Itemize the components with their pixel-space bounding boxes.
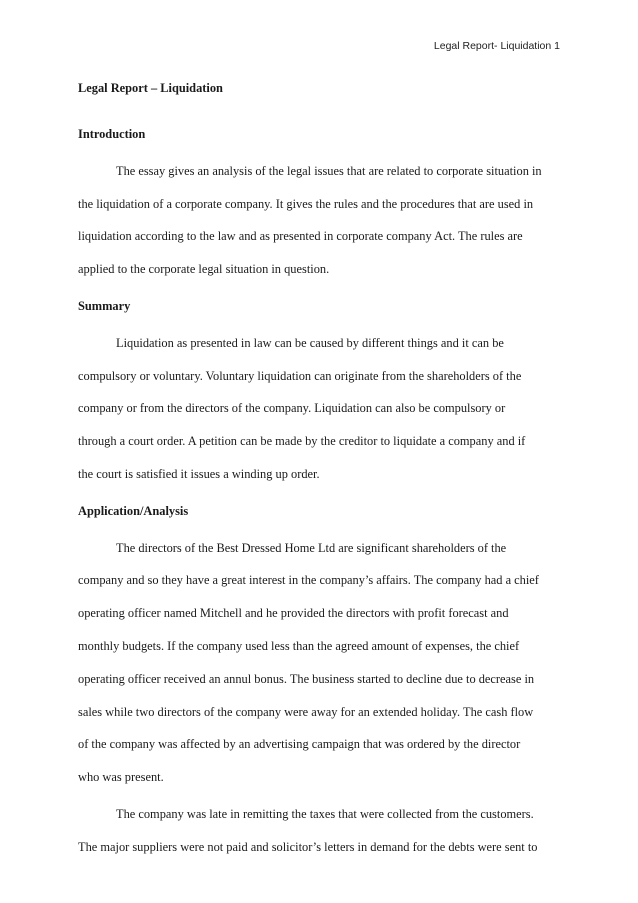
text-line: the court is satisfied it issues a winding up order. bbox=[78, 466, 320, 481]
text-line: The company was late in remitting the taxes that were collected from the customers. bbox=[116, 806, 534, 821]
text-line: company or from the directors of the company. Liquidation can also be compulsory or bbox=[78, 401, 506, 416]
text-line: Liquidation as presented in law can be caused by different things and it can be bbox=[116, 335, 504, 350]
text-line: through a court order. A petition can be made by the creditor to liquidate a company and if bbox=[78, 434, 526, 449]
text-line: monthly budgets. If the company used less than the agreed amount of expenses, the chief bbox=[78, 638, 520, 653]
text-line: operating officer received an annul bonus. The business started to decline due to decrease in bbox=[78, 671, 535, 686]
text-line: of the company was affected by an advertising campaign that was ordered by the director bbox=[78, 737, 521, 752]
text-line: company and so they have a great interest in the company’s affairs. The company had a chief bbox=[78, 573, 539, 588]
text-line: compulsory or voluntary. Voluntary liquidation can originate from the shareholders of the bbox=[78, 368, 522, 383]
text-line: The essay gives an analysis of the legal issues that are related to corporate situation in bbox=[116, 163, 542, 178]
text-line: applied to the corporate legal situation in question. bbox=[78, 262, 330, 277]
section-heading-application-analysis: Application/Analysis bbox=[78, 503, 189, 518]
text-line: The directors of the Best Dressed Home Ltd are significant shareholders of the bbox=[116, 540, 507, 555]
paragraph bbox=[78, 327, 562, 491]
text-line: who was present. bbox=[78, 770, 164, 785]
section-heading-introduction: Introduction bbox=[78, 127, 146, 141]
document-body bbox=[78, 78, 562, 864]
running-header: Legal Report- Liquidation 1 bbox=[433, 40, 560, 52]
section-heading-summary: Summary bbox=[78, 298, 131, 313]
document-title: Legal Report – Liquidation bbox=[78, 81, 223, 95]
text-line: liquidation according to the law and as presented in corporate company Act. The rules are bbox=[78, 229, 523, 244]
text-line: the liquidation of a corporate company. It gives the rules and the procedures that are used in bbox=[78, 196, 534, 211]
paragraph bbox=[78, 798, 562, 864]
text-line: operating officer named Mitchell and he provided the directors with profit forecast and bbox=[78, 606, 509, 621]
paragraph bbox=[78, 155, 562, 286]
text-line: sales while two directors of the company were away for an extended holiday. The cash flow bbox=[78, 704, 534, 719]
text-line: The major suppliers were not paid and solicitor’s letters in demand for the debts were sent to bbox=[78, 839, 538, 854]
paragraph bbox=[78, 532, 562, 794]
